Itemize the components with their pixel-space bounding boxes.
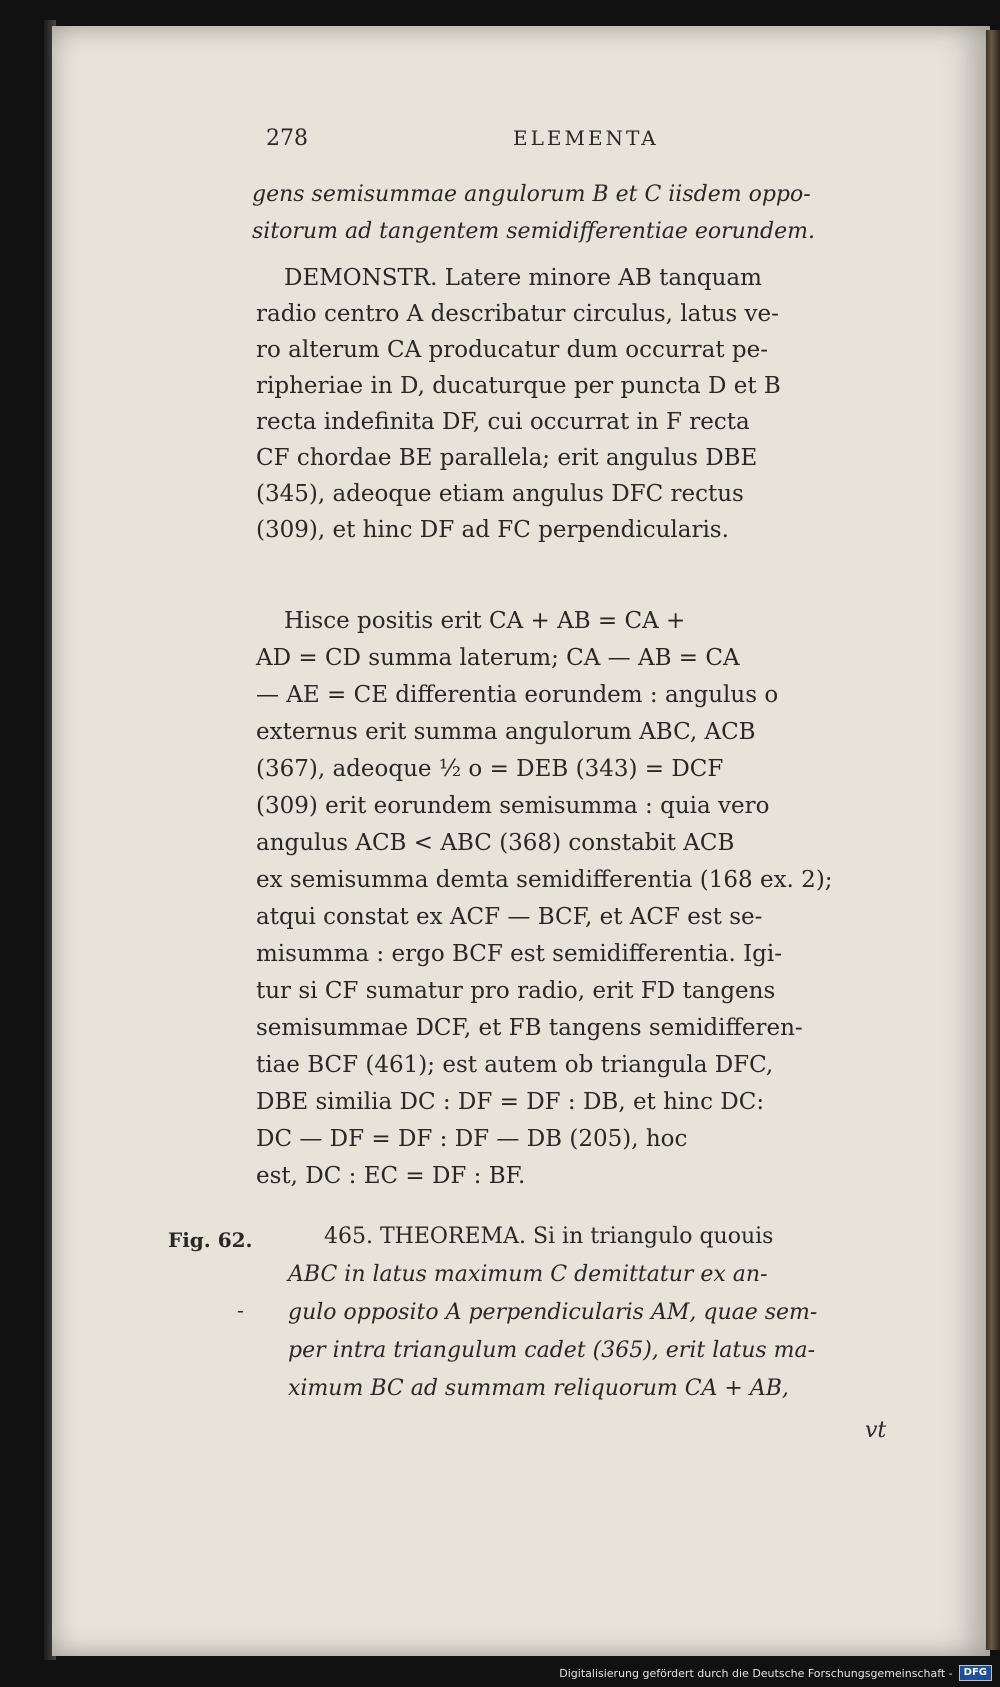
text-line: radio centro A describatur circulus, latus ve- <box>256 301 779 327</box>
text-line: DEMONSTR. Latere minore AB tanquam <box>284 265 762 291</box>
text-line: angulus ACB < ABC (368) constabit ACB <box>256 830 735 856</box>
text-line: ximum BC ad summam reliquorum CA + AB, <box>288 1376 789 1401</box>
text-line: ABC in latus maximum C demittatur ex an- <box>288 1262 768 1287</box>
text-line: (309), et hinc DF ad FC perpendicularis. <box>256 517 729 543</box>
text-line: AD = CD summa laterum; CA — AB = CA <box>256 645 740 671</box>
running-head: ELEMENTA <box>513 126 659 150</box>
text-line: tur si CF sumatur pro radio, erit FD tangens <box>256 978 776 1004</box>
text-line: recta indefinita DF, cui occurrat in F recta <box>256 409 750 435</box>
text-line: DC — DF = DF : DF — DB (205), hoc <box>256 1126 688 1152</box>
text-line: sitorum ad tangentem semidifferentiae eorundem. <box>252 219 815 244</box>
page-edge <box>986 30 1000 1650</box>
text-line: est, DC : EC = DF : BF. <box>256 1163 526 1189</box>
text-line: per intra triangulum cadet (365), erit latus ma- <box>288 1338 816 1363</box>
margin-dash: - <box>237 1298 244 1322</box>
text-line: ex semisumma demta semidifferentia (168 ex. 2); <box>256 867 833 893</box>
text-line: 465. THEOREMA. Si in triangulo quouis <box>324 1224 774 1249</box>
digitization-footer <box>559 1663 992 1683</box>
text-line: atqui constat ex ACF — BCF, et ACF est se- <box>256 904 763 930</box>
text-line: — AE = CE differentia eorundem : angulus o <box>256 682 779 708</box>
text-line: gulo opposito A perpendicularis AM, quae sem- <box>288 1300 818 1325</box>
text-line: misumma : ergo BCF est semidifferentia. Igi- <box>256 941 783 967</box>
text-line: CF chordae BE parallela; erit angulus DBE <box>256 445 758 471</box>
text-line: ro alterum CA producatur dum occurrat pe- <box>256 337 769 363</box>
catchword: vt <box>865 1418 887 1443</box>
text-line: (345), adeoque etiam angulus DFC rectus <box>256 481 744 507</box>
text-line: externus erit summa angulorum ABC, ACB <box>256 719 756 745</box>
footer-text: Digitalisierung gefördert durch die Deutsche Forschungsgemeinschaft - <box>559 1666 953 1680</box>
text-line: Hisce positis erit CA + AB = CA + <box>284 608 686 634</box>
text-line: (367), adeoque ½ o = DEB (343) = DCF <box>256 756 724 782</box>
text-line: tiae BCF (461); est autem ob triangula DFC, <box>256 1052 774 1078</box>
text-line: DBE similia DC : DF = DF : DB, et hinc DC: <box>256 1089 765 1115</box>
figure-reference: Fig. 62. <box>168 1228 253 1252</box>
text-line: (309) erit eorundem semisumma : quia vero <box>256 793 770 819</box>
text-line: gens semisummae angulorum B et C iisdem oppo- <box>252 182 811 207</box>
dfg-logo-icon: DFG <box>959 1665 992 1681</box>
text-line: ripheriae in D, ducaturque per puncta D et B <box>256 373 781 399</box>
page-number: 278 <box>266 126 308 151</box>
text-line: semisummae DCF, et FB tangens semidifferen- <box>256 1015 803 1041</box>
